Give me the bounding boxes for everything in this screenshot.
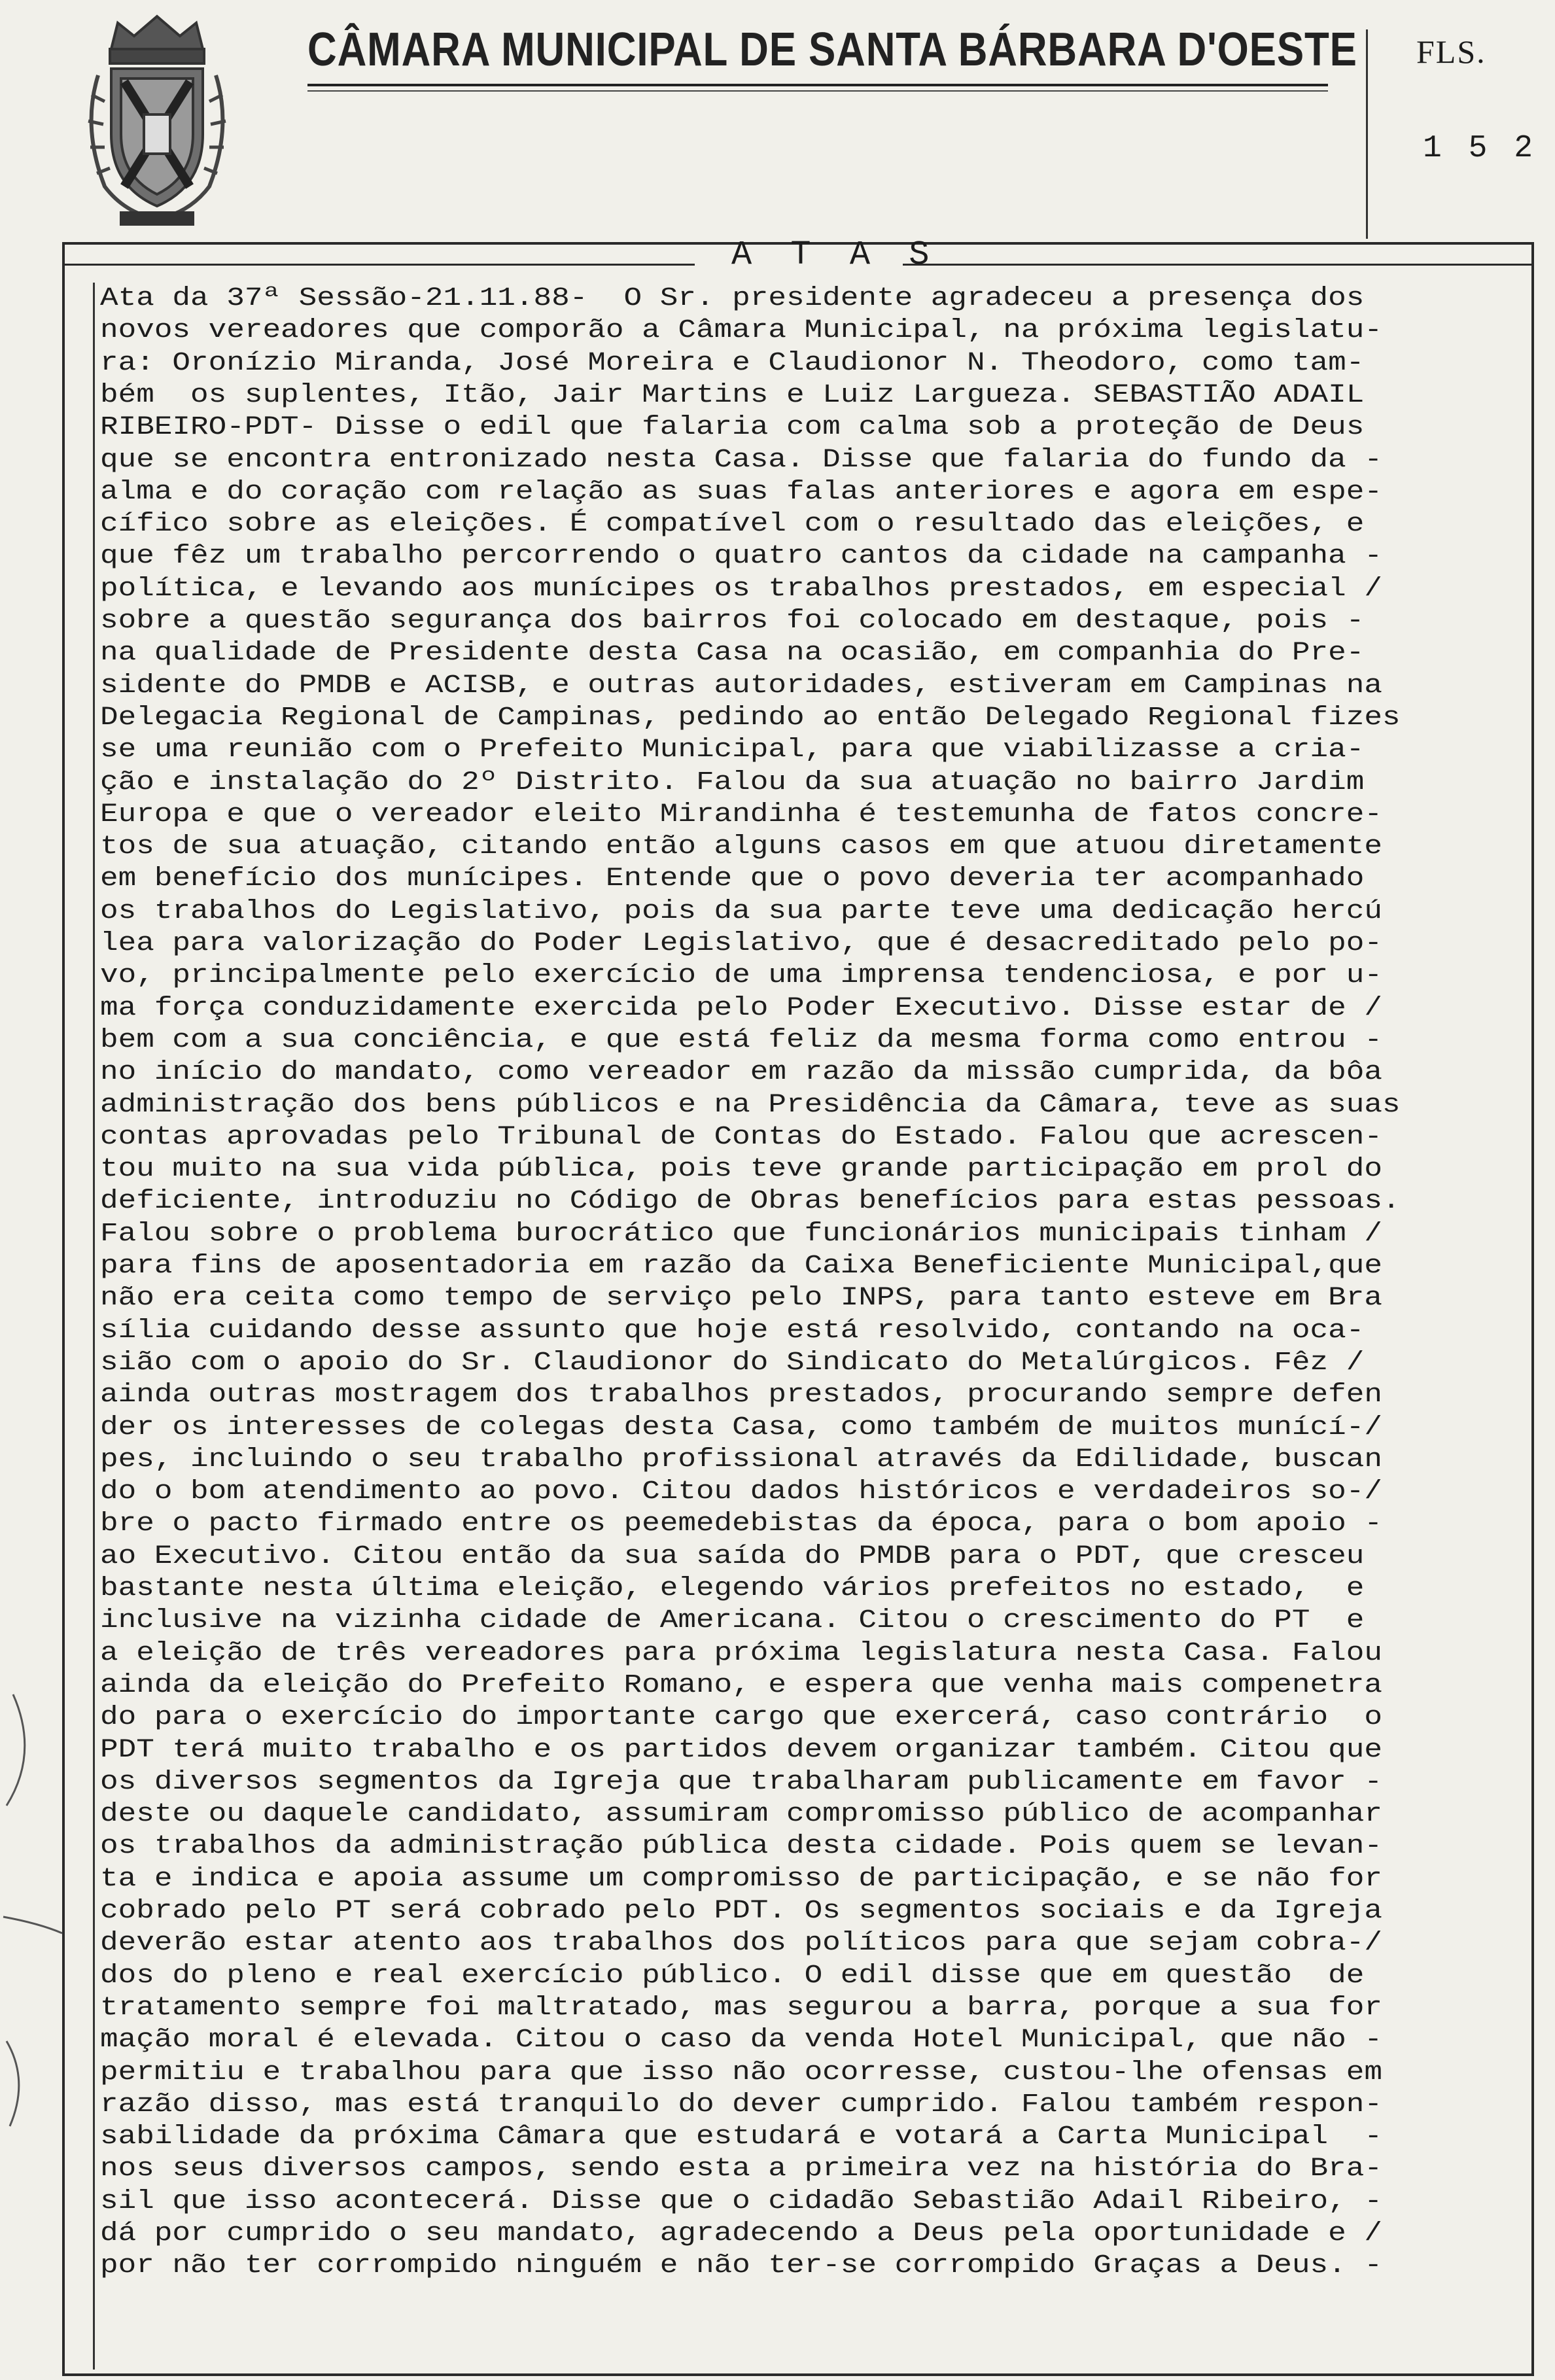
- section-rule-right: [903, 264, 1534, 266]
- text-line: para fins de aposentadoria em razão da Caixa Beneficiente Municipal,que: [100, 1251, 1382, 1281]
- text-line: deverão estar atento aos trabalhos dos políticos para que sejam cobra-/: [100, 1929, 1382, 1959]
- text-line: tou muito na sua vida pública, pois teve grande participação em prol do: [100, 1155, 1382, 1185]
- text-line: os trabalhos da administração pública desta cidade. Pois quem se levan-: [100, 1832, 1382, 1862]
- text-line: nos seus diversos campos, sendo esta a primeira vez na história do Bra-: [100, 2154, 1382, 2184]
- text-line: pes, incluindo o seu trabalho profissional através da Edilidade, buscan: [100, 1444, 1382, 1475]
- text-line: bem com a sua conciência, e que está feliz da mesma forma como entrou -: [100, 1025, 1382, 1055]
- text-line: sil que isso acontecerá. Disse que o cidadão Sebastião Adail Ribeiro, -: [100, 2186, 1382, 2216]
- text-line: Europa e que o vereador eleito Mirandinha é testemunha de fatos concre-: [100, 799, 1382, 830]
- section-rule-left: [63, 264, 695, 266]
- text-line: a eleição de três vereadores para próxima legislatura nesta Casa. Falou: [100, 1638, 1382, 1668]
- text-line: dá por cumprido o seu mandato, agradecendo a Deus pela oportunidade e /: [100, 2219, 1382, 2249]
- text-line: bastante nesta última eleição, elegendo vários prefeitos no estado, e: [100, 1574, 1365, 1603]
- text-line: ao Executivo. Citou então da sua saída do PMDB para o PDT, que cresceu: [100, 1541, 1365, 1571]
- text-line: cífico sobre as eleições. É compatível com o resultado das eleições, e: [100, 510, 1365, 540]
- text-line: bre o pacto firmado entre os peemedebistas da época, para o bom apoio -: [100, 1509, 1382, 1539]
- text-line: se uma reunião com o Prefeito Municipal, para que viabilizasse a cria-: [100, 735, 1365, 765]
- header-rule: [307, 84, 1328, 86]
- text-line: não era ceita como tempo de serviço pelo INPS, para tanto esteve em Bra: [100, 1284, 1382, 1314]
- text-line: permitiu e trabalhou para que isso não ocorresse, custou-lhe ofensas em: [100, 2057, 1382, 2088]
- text-line: ma força conduzidamente exercida pelo Poder Executivo. Disse estar de /: [100, 993, 1382, 1023]
- text-line: administração dos bens públicos e na Presidência da Câmara, teve as suas: [100, 1090, 1401, 1120]
- page-number: 1 5 2: [1423, 131, 1537, 166]
- text-line: bém os suplentes, Itão, Jair Martins e Luiz Largueza. SEBASTIÃO ADAIL: [100, 380, 1365, 410]
- text-line: sília cuidando desse assunto que hoje está resolvido, contando na oca-: [100, 1316, 1365, 1346]
- header-rule-secondary: [307, 90, 1328, 92]
- fls-label: FLS.: [1416, 33, 1486, 70]
- header-divider: [1366, 29, 1368, 239]
- text-line: lea para valorização do Poder Legislativo, que é desacreditado pelo po-: [100, 929, 1382, 958]
- text-line: mação moral é elevada. Citou o caso da venda Hotel Municipal, que não -: [100, 2025, 1382, 2056]
- text-line: ra: Oronízio Miranda, José Moreira e Claudionor N. Theodoro, como tam-: [100, 348, 1365, 378]
- text-line: cobrado pelo PT será cobrado pelo PDT. Os segmentos sociais e da Igreja: [100, 1897, 1382, 1926]
- text-line: Delegacia Regional de Campinas, pedindo ao então Delegado Regional fizes: [100, 703, 1401, 733]
- chamber-title: CÂMARA MUNICIPAL DE SANTA BÁRBARA D'OESTE: [307, 24, 1357, 76]
- text-line: der os interesses de colegas desta Casa, como também de muitos munící-/: [100, 1412, 1382, 1443]
- text-line: sião com o apoio do Sr. Claudionor do Sindicato do Metalúrgicos. Fêz /: [100, 1348, 1365, 1378]
- text-line: razão disso, mas está tranquilo do dever cumprido. Falou também respon-: [100, 2090, 1382, 2120]
- text-line: alma e do coração com relação as suas falas anteriores e agora em espe-: [100, 477, 1382, 507]
- text-line: sobre a questão segurança dos bairros foi colocado em destaque, pois -: [100, 606, 1365, 636]
- section-title: A T A S: [731, 236, 939, 274]
- text-line: na qualidade de Presidente desta Casa na ocasião, em companhia do Pre-: [100, 639, 1365, 669]
- text-line: Ata da 37ª Sessão-21.11.88- O Sr. presidente agradeceu a presença dos: [100, 284, 1365, 313]
- text-line: Falou sobre o problema burocrático que funcionários municipais tinham /: [100, 1219, 1382, 1249]
- text-line: ainda outras mostragem dos trabalhos prestados, procurando sempre defen: [100, 1380, 1382, 1410]
- text-line: deficiente, introduziu no Código de Obras benefícios para estas pessoas.: [100, 1187, 1401, 1217]
- text-line: ção e instalação do 2º Distrito. Falou da sua atuação no bairro Jardim: [100, 767, 1365, 797]
- text-line: ainda da eleição do Prefeito Romano, e espera que venha mais compenetra: [100, 1670, 1382, 1700]
- margin-pen-marks: [0, 1675, 79, 2185]
- text-line: dos do pleno e real exercício público. O edil disse que em questão de: [100, 1961, 1365, 1991]
- text-line: tos de sua atuação, citando então alguns casos em que atuou diretamente: [100, 832, 1382, 862]
- text-line: que fêz um trabalho percorrendo o quatro cantos da cidade na campanha -: [100, 542, 1382, 572]
- text-line: PDT terá muito trabalho e os partidos devem organizar também. Citou que: [100, 1735, 1382, 1765]
- text-line: contas aprovadas pelo Tribunal de Contas do Estado. Falou que acrescen-: [100, 1122, 1382, 1152]
- text-line: política, e levando aos munícipes os trabalhos prestados, em especial /: [100, 574, 1382, 604]
- text-line: sidente do PMDB e ACISB, e outras autoridades, estiveram em Campinas na: [100, 671, 1382, 701]
- text-line: novos vereadores que comporão a Câmara Municipal, na próxima legislatu-: [100, 316, 1382, 346]
- text-line: do o bom atendimento ao povo. Citou dados históricos e verdadeiros so-/: [100, 1477, 1382, 1507]
- minutes-text-block: [93, 283, 1488, 2370]
- text-line: inclusive na vizinha cidade de Americana. Citou o crescimento do PT e: [100, 1606, 1365, 1636]
- text-line: do para o exercício do importante cargo que exercerá, caso contrário o: [100, 1703, 1382, 1733]
- coat-of-arms-crest: [72, 3, 242, 232]
- text-line: tratamento sempre foi maltratado, mas segurou a barra, porque a sua for: [100, 1993, 1382, 2023]
- text-line: os trabalhos do Legislativo, pois da sua parte teve uma dedicação hercú: [100, 896, 1382, 926]
- text-line: que se encontra entronizado nesta Casa. Disse que falaria do fundo da -: [100, 445, 1382, 475]
- text-line: em benefício dos munícipes. Entende que o povo deveria ter acompanhado: [100, 864, 1365, 894]
- text-line: sabilidade da próxima Câmara que estudará e votará a Carta Municipal -: [100, 2122, 1382, 2152]
- text-line: os diversos segmentos da Igreja que trabalharam publicamente em favor -: [100, 1767, 1382, 1797]
- text-line: por não ter corrompido ninguém e não ter-se corrompido Graças a Deus. -: [100, 2251, 1382, 2281]
- text-line: no início do mandato, como vereador em razão da missão cumprida, da bôa: [100, 1058, 1382, 1088]
- text-line: deste ou daquele candidato, assumiram compromisso público de acompanhar: [100, 1800, 1382, 1830]
- text-line: ta e indica e apoia assume um compromisso de participação, e se não for: [100, 1864, 1382, 1894]
- text-line: vo, principalmente pelo exercício de uma imprensa tendenciosa, e por u-: [100, 961, 1382, 991]
- text-line: RIBEIRO-PDT- Disse o edil que falaria com calma sob a proteção de Deus: [100, 413, 1365, 443]
